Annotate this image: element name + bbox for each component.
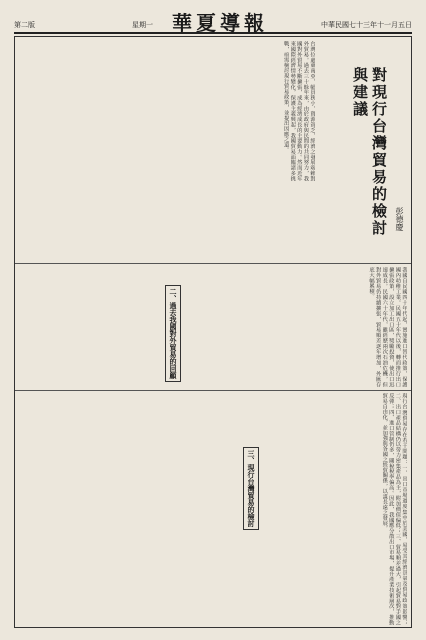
text-column-2: 我國自民國四十年代起，實施進口替代政策，保護國內幼稚工業。民國五十年代以後，轉而推行出口擴張政策，設立加工出口區，獎勵投資，使出口迅速成長。民國六十年代，雖經歷兩次石油危機，但對外貿易仍持續擴張，貿易順差逐年增加，外匯存底大幅累積。 (368, 267, 407, 387)
article-body (14, 36, 412, 628)
text-column-1: 台灣位處東南亞，幅員狹小，資源貧乏，經濟之發展端賴對外貿易。過去三十餘年來，由於政府與民間的共同努力，我國對外貿易不斷擴張，成為經濟成長的主要動力。然而近年來國際經濟情勢變化，保護主義興起，我國貿易面臨諸多挑戰，亟需檢討現行貿易政策，並提出因應之道。 (282, 41, 315, 181)
week-number: 星期一 (132, 21, 153, 29)
article-title-block (351, 67, 389, 237)
issue-number: 第二版 (14, 21, 35, 29)
article-title: 對現行台灣貿易的檢討與建議 (351, 67, 388, 237)
section-heading-2: 三、現行台灣貿易的檢討 (243, 447, 259, 530)
text-column-3: 現行台灣貿易存在若干問題：一、出口市場過度集中於美國，易受其經濟景氣及貿易政策影響；二、出口產品結構仍以勞力密集產品為主，附加價值偏低；三、貿易順差過大，引起貿易對手國之反彈；四、進口管制仍多，關稅稅率偏高。因此，我國應分散出口市場，提升產業技術層次，推動貿易自由化，並加強與各國之經貿關係，以謀長遠之發展。 (381, 393, 407, 625)
column-divider (15, 390, 411, 391)
issue-date: 中華民國七十三年十一月五日 (321, 21, 412, 29)
column-divider (15, 263, 411, 264)
section-heading-1: 二、過去我國對外貿易的回顧 (165, 285, 181, 382)
paper-title: 華夏導報 (172, 11, 268, 35)
masthead (14, 6, 412, 34)
article-author: 彭德慶 (395, 207, 404, 231)
